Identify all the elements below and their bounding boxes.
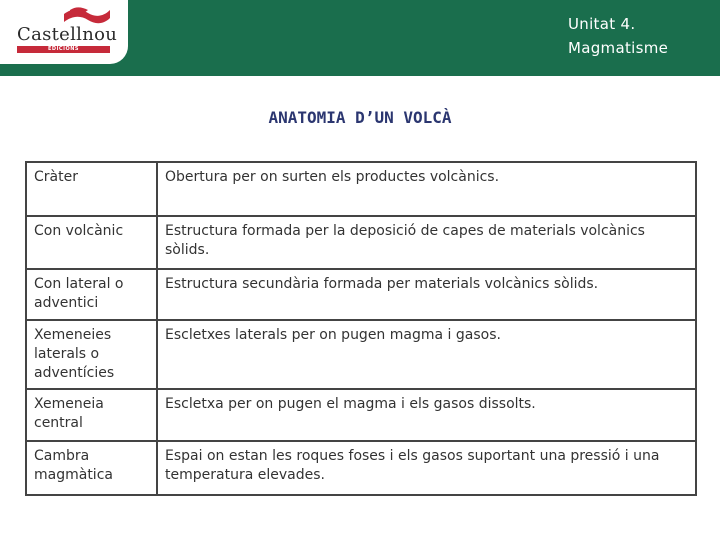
table-row <box>26 162 696 216</box>
term-cell: Con lateral o adventici <box>26 269 157 320</box>
logo-name: Castellnou <box>17 24 118 45</box>
definition-cell: Obertura per on surten els productes volcànics. <box>157 162 696 216</box>
term-cell: Cràter <box>26 162 157 216</box>
definition-cell: Escletxes laterals per on pugen magma i gasos. <box>157 320 696 389</box>
term-cell: Xemeneia central <box>26 389 157 441</box>
table-row <box>26 441 696 495</box>
definition-cell: Estructura formada per la deposició de capes de materials volcànics sòlids. <box>157 216 696 269</box>
unit-label <box>568 12 708 60</box>
unit-number: Unitat 4. <box>568 15 636 33</box>
header-bar <box>0 0 720 76</box>
logo-subtitle: EDICIONS <box>17 46 110 53</box>
table-row <box>26 269 696 320</box>
term-cell: Xemeneies laterals o adventícies <box>26 320 157 389</box>
table-row <box>26 216 696 269</box>
table-row <box>26 389 696 441</box>
term-cell: Cambra magmàtica <box>26 441 157 495</box>
definition-cell: Espai on estan les roques foses i els gasos suportant una pressió i una temperatura elevades. <box>157 441 696 495</box>
volcano-anatomy-table <box>25 161 697 496</box>
page-title: ANATOMIA D’UN VOLCÀ <box>268 108 452 127</box>
definition-cell: Escletxa per on pugen el magma i els gasos dissolts. <box>157 389 696 441</box>
definition-cell: Estructura secundària formada per materials volcànics sòlids. <box>157 269 696 320</box>
flag-icon <box>62 6 112 26</box>
table-row <box>26 320 696 389</box>
publisher-logo <box>0 0 128 64</box>
term-cell: Con volcànic <box>26 216 157 269</box>
unit-topic: Magmatisme <box>568 39 669 57</box>
